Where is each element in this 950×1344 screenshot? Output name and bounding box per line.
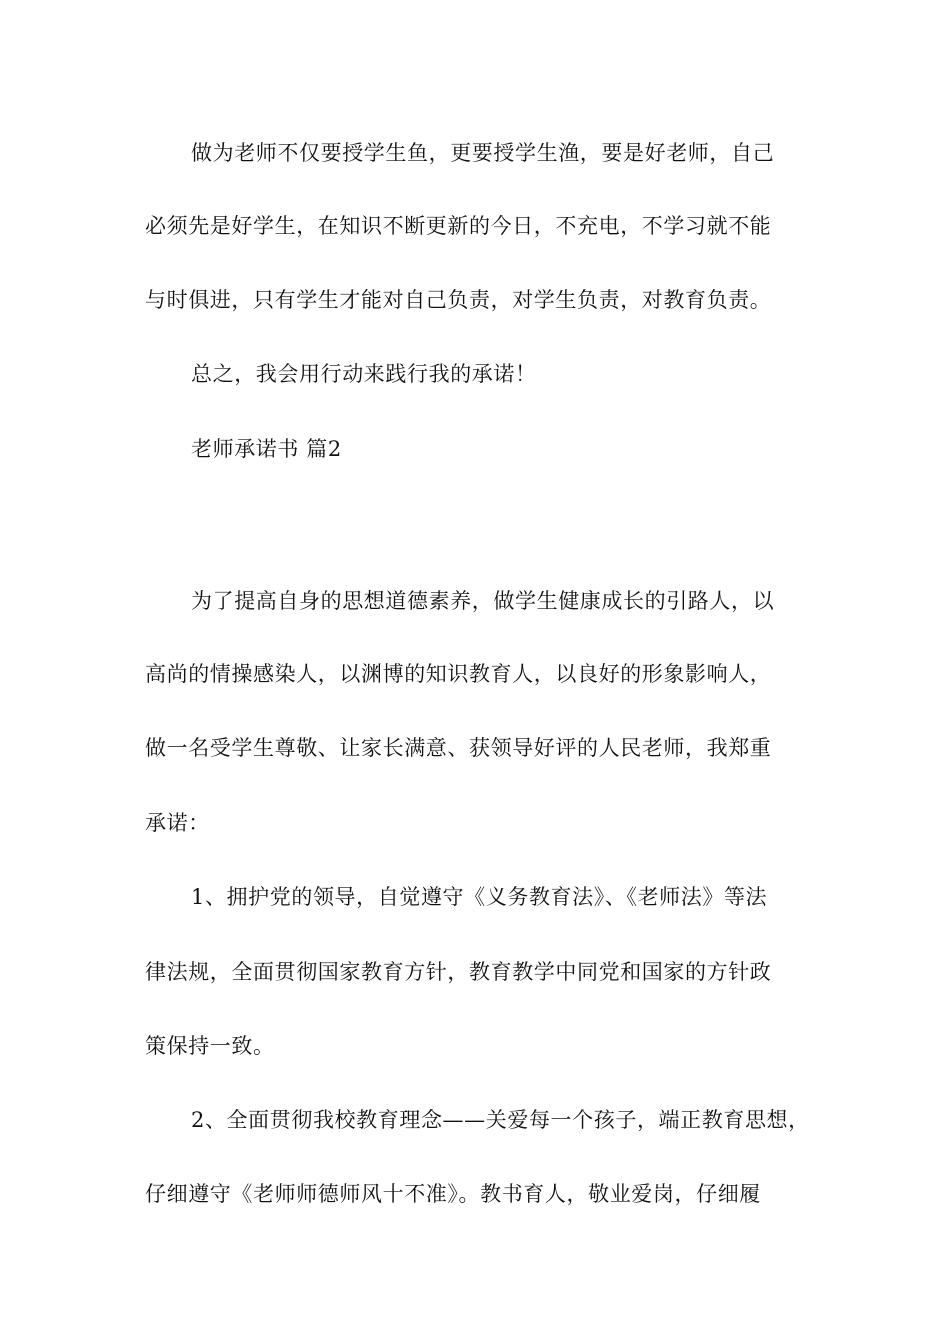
- text-line: 总之，我会用行动来践行我的承诺！: [191, 362, 537, 386]
- text-line: 做为老师不仅要授学生鱼，更要授学生渔，要是好老师，自己: [191, 141, 775, 165]
- text-line: 1、拥护党的领导，自觉遵守《义务教育法》、《老师法》等法: [191, 885, 768, 909]
- text-line: 必须先是好学生，在知识不断更新的今日，不充电，不学习就不能: [145, 214, 772, 238]
- text-line: 做一名受学生尊敬、让家长满意、获领导好评的人民老师，我郑重: [145, 736, 772, 760]
- text-line: 2、全面贯彻我校教育理念——关爱每一个孩子，端正教育思想，: [191, 1108, 810, 1132]
- text-line: 律法规，全面贯彻国家教育方针，教育教学中同党和国家的方针政: [145, 960, 772, 984]
- text-line: 承诺：: [145, 811, 210, 835]
- text-line: 高尚的情操感染人，以渊博的知识教育人，以良好的形象影响人，: [145, 662, 772, 686]
- text-line: 策保持一致。: [145, 1034, 275, 1058]
- text-line: 为了提高自身的思想道德素养，做学生健康成长的引路人，以: [191, 589, 775, 613]
- text-line: 与时俱进，只有学生才能对自己负责，对学生负责，对教育负责。: [145, 288, 772, 312]
- section-heading: 老师承诺书 篇2: [191, 437, 342, 461]
- text-line: 仔细遵守《老师师德师风十不准》。教书育人，敬业爱岗，仔细履: [145, 1182, 761, 1206]
